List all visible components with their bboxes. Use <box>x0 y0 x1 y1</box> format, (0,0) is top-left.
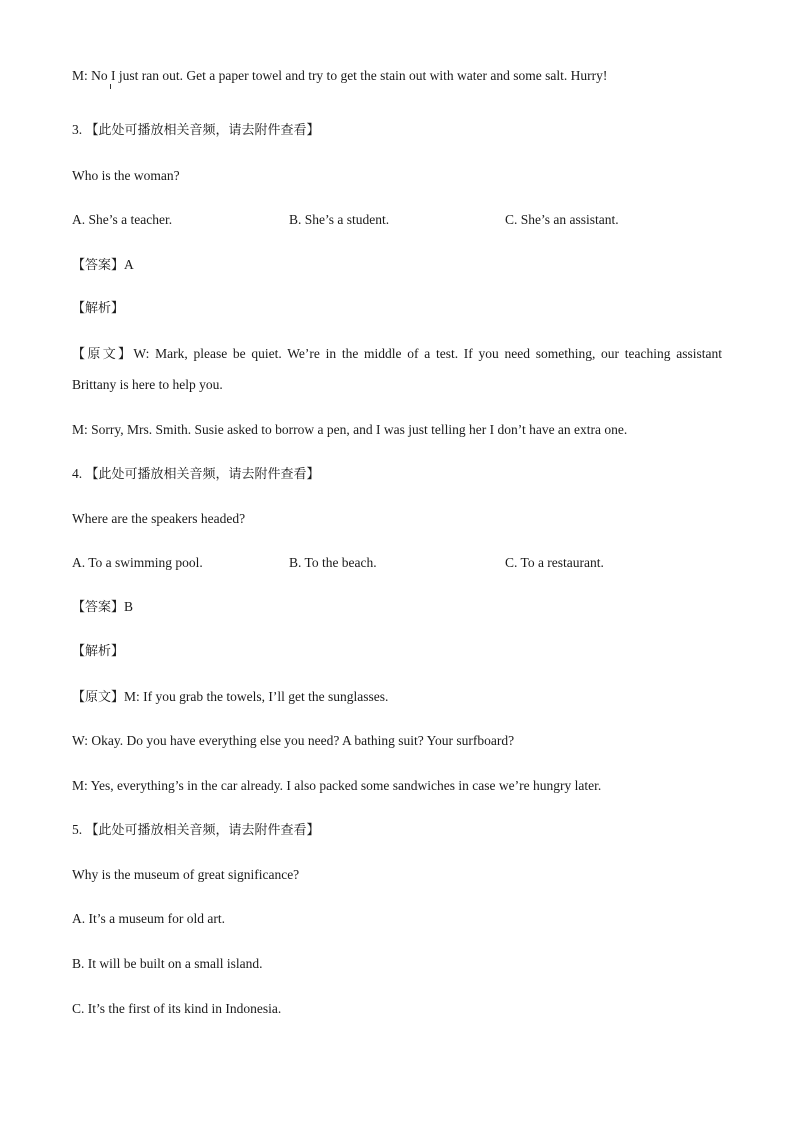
option-a: A. It’s a museum for old art. <box>72 911 225 926</box>
question-text: Where are the speakers headed? <box>72 511 246 526</box>
analysis-label: 【解析】 <box>72 644 125 659</box>
option-c: C. To a restaurant. <box>505 555 604 570</box>
option-b: B. To the beach. <box>289 555 377 570</box>
answer-line <box>72 598 133 617</box>
original-text-line <box>72 688 388 707</box>
option-b: B. It will be built on a small island. <box>72 956 263 971</box>
option-b: B. She’s a student. <box>289 212 390 227</box>
dialogue-line: M: Sorry, Mrs. Smith. Susie asked to borrow a pen, and I was just telling her I don’t have an extra one. <box>72 422 628 437</box>
stray-mark <box>110 84 111 89</box>
analysis-label: 【解析】 <box>72 301 125 316</box>
option-c: C. It’s the first of its kind in Indonesia. <box>72 1001 282 1016</box>
original-label: 【原文】 <box>72 347 134 362</box>
question-header <box>72 465 320 484</box>
audio-placeholder-text: 【此处可播放相关音频，请去附件查看】 <box>85 123 320 138</box>
original-text-continued: Brittany is here to help you. <box>72 377 223 392</box>
question-text: Who is the woman? <box>72 168 180 183</box>
original-text: M: If you grab the towels, I’ll get the sunglasses. <box>124 689 389 704</box>
answer-value: A <box>124 257 134 272</box>
answer-line <box>72 256 134 275</box>
original-text-line <box>72 345 722 364</box>
original-text: W: Mark, please be quiet. We’re in the middle of a test. If you need something, our teaching assistant <box>133 346 722 361</box>
option-a: A. To a swimming pool. <box>72 555 203 570</box>
option-a: A. She’s a teacher. <box>72 212 173 227</box>
audio-placeholder-text: 【此处可播放相关音频，请去附件查看】 <box>85 823 320 838</box>
dialogue-line: M: No I just ran out. Get a paper towel and try to get the stain out with water and some salt. Hurry! <box>72 68 608 83</box>
option-c: C. She’s an assistant. <box>505 212 619 227</box>
question-header <box>72 121 320 140</box>
question-text: Why is the museum of great significance? <box>72 867 300 882</box>
question-number: 5. <box>72 822 83 837</box>
answer-value: B <box>124 599 134 614</box>
original-label: 【原文】 <box>72 690 125 705</box>
dialogue-line: M: Yes, everything’s in the car already. I also packed some sandwiches in case we’re hungry later. <box>72 778 602 793</box>
dialogue-line: W: Okay. Do you have everything else you need? A bathing suit? Your surfboard? <box>72 733 515 748</box>
question-number: 3. <box>72 122 83 137</box>
answer-label: 【答案】 <box>72 258 125 273</box>
answer-label: 【答案】 <box>72 600 125 615</box>
audio-placeholder-text: 【此处可播放相关音频，请去附件查看】 <box>85 467 320 482</box>
question-number: 4. <box>72 466 83 481</box>
question-header <box>72 821 320 840</box>
